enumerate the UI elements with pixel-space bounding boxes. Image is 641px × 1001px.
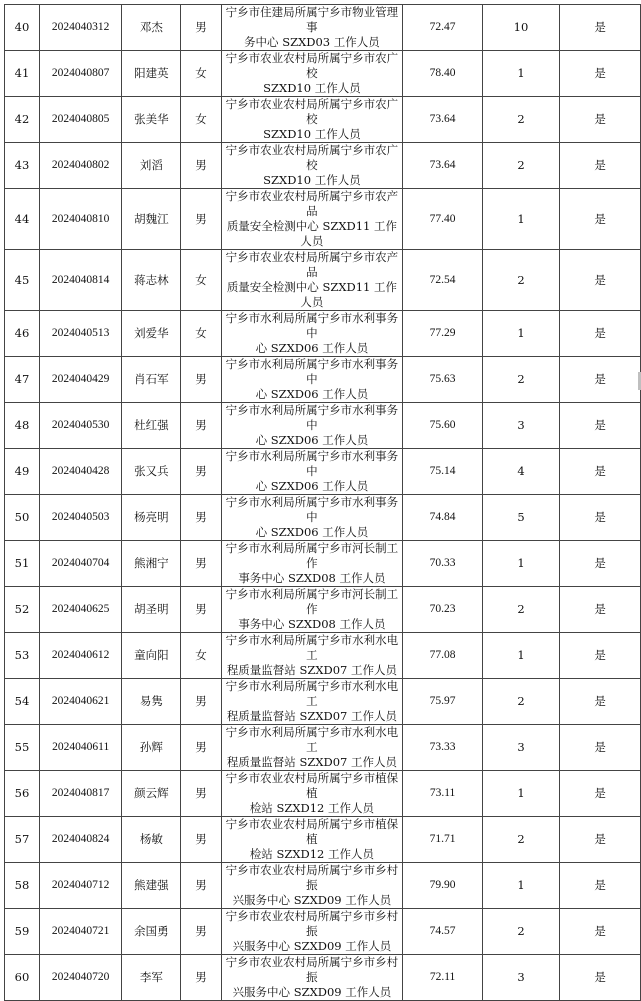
table-row [5, 587, 641, 633]
cell-name: 童向阳 [122, 633, 181, 679]
position-line: 宁乡市水利局所属宁乡市水利水电工 [225, 679, 399, 708]
cell-gender: 女 [181, 97, 221, 143]
cell-exam-id: 2024040814 [39, 250, 121, 311]
cell-name: 孙辉 [122, 725, 181, 771]
table-row [5, 633, 641, 679]
position-line: 质量安全检测中心 SZXD11 工作人员 [226, 280, 398, 309]
cell-number: 45 [5, 250, 40, 311]
cell-exam-id: 2024040802 [39, 143, 121, 189]
cell-number: 47 [5, 357, 40, 403]
position-line: 程质量监督站 SZXD07 工作人员 [226, 755, 398, 769]
cell-number: 48 [5, 403, 40, 449]
table-row [5, 771, 641, 817]
position-line: 质量安全检测中心 SZXD11 工作人员 [226, 219, 398, 248]
cell-qualified: 是 [560, 817, 641, 863]
cell-number: 41 [5, 51, 40, 97]
cell-rank: 2 [482, 357, 559, 403]
position-line: 事务中心 SZXD08 工作人员 [238, 617, 386, 631]
cell-gender: 男 [181, 403, 221, 449]
cell-gender: 男 [181, 771, 221, 817]
cell-number: 51 [5, 541, 40, 587]
cell-position [221, 5, 403, 51]
cell-score: 71.71 [403, 817, 482, 863]
cell-gender: 男 [181, 817, 221, 863]
cell-position [221, 189, 403, 250]
table-row [5, 863, 641, 909]
cell-exam-id: 2024040810 [39, 189, 121, 250]
cell-score: 70.23 [403, 587, 482, 633]
cell-position [221, 817, 403, 863]
cell-rank: 3 [482, 955, 559, 1001]
cell-position [221, 51, 403, 97]
cell-position [221, 633, 403, 679]
cell-qualified: 是 [560, 143, 641, 189]
cell-rank: 4 [482, 449, 559, 495]
cell-rank: 10 [482, 5, 559, 51]
cell-qualified: 是 [560, 449, 641, 495]
cell-qualified: 是 [560, 5, 641, 51]
cell-qualified: 是 [560, 189, 641, 250]
cell-qualified: 是 [560, 863, 641, 909]
cell-rank: 1 [482, 541, 559, 587]
cell-gender: 男 [181, 725, 221, 771]
cell-name: 易隽 [122, 679, 181, 725]
cell-qualified: 是 [560, 725, 641, 771]
cell-number: 57 [5, 817, 40, 863]
table-row [5, 817, 641, 863]
cell-position [221, 143, 403, 189]
cell-number: 58 [5, 863, 40, 909]
cell-rank: 2 [482, 143, 559, 189]
cell-exam-id: 2024040817 [39, 771, 121, 817]
table-row [5, 955, 641, 1001]
cell-exam-id: 2024040428 [39, 449, 121, 495]
cell-name: 邓杰 [122, 5, 181, 51]
cell-gender: 男 [181, 357, 221, 403]
table-row [5, 679, 641, 725]
cell-number: 49 [5, 449, 40, 495]
cell-name: 刘滔 [122, 143, 181, 189]
cell-qualified: 是 [560, 771, 641, 817]
position-line: 宁乡市水利局所属宁乡市水利水电工 [225, 633, 399, 662]
cell-exam-id: 2024040312 [39, 5, 121, 51]
cell-score: 75.60 [403, 403, 482, 449]
cell-qualified: 是 [560, 541, 641, 587]
position-line: 宁乡市水利局所属宁乡市水利水电工 [225, 725, 399, 754]
cell-gender: 女 [181, 250, 221, 311]
cell-number: 52 [5, 587, 40, 633]
cell-rank: 2 [482, 587, 559, 633]
position-line: 兴服务中心 SZXD09 工作人员 [232, 985, 392, 999]
position-line: 宁乡市农业农村局所属宁乡市农产品 [225, 250, 399, 279]
cell-name: 刘爱华 [122, 311, 181, 357]
position-line: 程质量监督站 SZXD07 工作人员 [226, 709, 398, 723]
cell-number: 40 [5, 5, 40, 51]
position-line: 心 SZXD06 工作人员 [255, 433, 369, 447]
cell-score: 70.33 [403, 541, 482, 587]
cell-position [221, 403, 403, 449]
cell-name: 杜红强 [122, 403, 181, 449]
cell-name: 杨敏 [122, 817, 181, 863]
cell-name: 余国勇 [122, 909, 181, 955]
position-line: 心 SZXD06 工作人员 [255, 341, 369, 355]
position-line: 心 SZXD06 工作人员 [255, 479, 369, 493]
position-line: SZXD10 工作人员 [263, 81, 361, 95]
position-line: 心 SZXD06 工作人员 [255, 387, 369, 401]
cell-exam-id: 2024040429 [39, 357, 121, 403]
cell-exam-id: 2024040824 [39, 817, 121, 863]
cell-position [221, 357, 403, 403]
cell-score: 75.97 [403, 679, 482, 725]
cell-name: 熊建强 [122, 863, 181, 909]
cell-number: 60 [5, 955, 40, 1001]
cell-gender: 男 [181, 143, 221, 189]
cell-score: 72.47 [403, 5, 482, 51]
cell-position [221, 863, 403, 909]
cell-rank: 1 [482, 311, 559, 357]
cell-rank: 5 [482, 495, 559, 541]
position-line: 程质量监督站 SZXD07 工作人员 [226, 663, 398, 677]
cell-gender: 女 [181, 51, 221, 97]
cell-position [221, 679, 403, 725]
cell-gender: 女 [181, 311, 221, 357]
table-row [5, 495, 641, 541]
position-line: 宁乡市农业农村局所属宁乡市乡村振 [225, 955, 399, 984]
cell-exam-id: 2024040720 [39, 955, 121, 1001]
cell-gender: 男 [181, 5, 221, 51]
cell-qualified: 是 [560, 587, 641, 633]
position-line: 宁乡市水利局所属宁乡市水利事务中 [225, 311, 399, 340]
cell-gender: 男 [181, 679, 221, 725]
position-line: 检站 SZXD12 工作人员 [249, 801, 375, 815]
cell-qualified: 是 [560, 250, 641, 311]
cell-position [221, 541, 403, 587]
cell-position [221, 725, 403, 771]
cell-qualified: 是 [560, 403, 641, 449]
cell-qualified: 是 [560, 909, 641, 955]
cell-name: 张又兵 [122, 449, 181, 495]
cell-qualified: 是 [560, 311, 641, 357]
table-row [5, 403, 641, 449]
cell-number: 44 [5, 189, 40, 250]
cell-score: 74.57 [403, 909, 482, 955]
cell-exam-id: 2024040612 [39, 633, 121, 679]
position-line: 宁乡市水利局所属宁乡市河长制工作 [225, 587, 399, 616]
cell-qualified: 是 [560, 97, 641, 143]
cell-position [221, 311, 403, 357]
position-line: 宁乡市住建局所属宁乡市物业管理事 [225, 5, 399, 34]
cell-score: 74.84 [403, 495, 482, 541]
cell-gender: 男 [181, 587, 221, 633]
cell-score: 72.11 [403, 955, 482, 1001]
cell-score: 72.54 [403, 250, 482, 311]
position-line: 宁乡市农业农村局所属宁乡市乡村振 [225, 863, 399, 892]
cell-exam-id: 2024040721 [39, 909, 121, 955]
table-row [5, 909, 641, 955]
cell-rank: 3 [482, 403, 559, 449]
cell-qualified: 是 [560, 955, 641, 1001]
cell-gender: 男 [181, 189, 221, 250]
cell-score: 77.29 [403, 311, 482, 357]
cell-name: 熊湘宁 [122, 541, 181, 587]
position-line: 宁乡市农业农村局所属宁乡市农广校 [225, 143, 399, 172]
cell-score: 73.33 [403, 725, 482, 771]
cell-qualified: 是 [560, 679, 641, 725]
cell-exam-id: 2024040611 [39, 725, 121, 771]
table-row [5, 250, 641, 311]
position-line: 宁乡市农业农村局所属宁乡市乡村振 [225, 909, 399, 938]
cell-score: 73.64 [403, 97, 482, 143]
cell-score: 77.08 [403, 633, 482, 679]
cell-number: 56 [5, 771, 40, 817]
cell-name: 杨亮明 [122, 495, 181, 541]
cell-gender: 男 [181, 955, 221, 1001]
cell-rank: 2 [482, 817, 559, 863]
cell-position [221, 250, 403, 311]
position-line: SZXD10 工作人员 [263, 173, 361, 187]
position-line: 宁乡市农业农村局所属宁乡市植保植 [225, 771, 399, 800]
cell-exam-id: 2024040805 [39, 97, 121, 143]
position-line: 宁乡市水利局所属宁乡市水利事务中 [225, 357, 399, 386]
cell-name: 张美华 [122, 97, 181, 143]
table-row [5, 725, 641, 771]
position-line: 宁乡市农业农村局所属宁乡市农广校 [225, 97, 399, 126]
cell-position [221, 97, 403, 143]
cell-name: 胡魏江 [122, 189, 181, 250]
cell-gender: 男 [181, 863, 221, 909]
cell-score: 73.64 [403, 143, 482, 189]
cell-rank: 2 [482, 679, 559, 725]
table-row [5, 541, 641, 587]
cell-exam-id: 2024040503 [39, 495, 121, 541]
cell-rank: 1 [482, 771, 559, 817]
table-row [5, 449, 641, 495]
cell-number: 53 [5, 633, 40, 679]
position-line: 兴服务中心 SZXD09 工作人员 [232, 939, 392, 953]
table-row [5, 189, 641, 250]
position-line: 宁乡市农业农村局所属宁乡市农广校 [225, 51, 399, 80]
table-row [5, 143, 641, 189]
position-line: SZXD10 工作人员 [263, 127, 361, 141]
cell-exam-id: 2024040712 [39, 863, 121, 909]
cell-name: 胡圣明 [122, 587, 181, 633]
cell-gender: 男 [181, 541, 221, 587]
cell-qualified: 是 [560, 357, 641, 403]
cell-number: 42 [5, 97, 40, 143]
cell-gender: 女 [181, 633, 221, 679]
cell-name: 肖石军 [122, 357, 181, 403]
table-row [5, 51, 641, 97]
table-row [5, 5, 641, 51]
position-line: 宁乡市水利局所属宁乡市水利事务中 [225, 449, 399, 478]
cell-position [221, 771, 403, 817]
cell-name: 颜云辉 [122, 771, 181, 817]
cell-name: 阳建英 [122, 51, 181, 97]
cell-rank: 2 [482, 909, 559, 955]
position-line: 兴服务中心 SZXD09 工作人员 [232, 893, 392, 907]
cell-rank: 1 [482, 189, 559, 250]
table-row [5, 357, 641, 403]
cell-number: 43 [5, 143, 40, 189]
cell-score: 73.11 [403, 771, 482, 817]
cell-number: 55 [5, 725, 40, 771]
cell-position [221, 495, 403, 541]
cell-number: 50 [5, 495, 40, 541]
cell-name: 蒋志林 [122, 250, 181, 311]
cell-score: 77.40 [403, 189, 482, 250]
cell-gender: 男 [181, 909, 221, 955]
cell-rank: 2 [482, 250, 559, 311]
cell-number: 59 [5, 909, 40, 955]
position-line: 宁乡市农业农村局所属宁乡市植保植 [225, 817, 399, 846]
position-line: 宁乡市水利局所属宁乡市水利事务中 [225, 495, 399, 524]
cell-position [221, 449, 403, 495]
cell-rank: 3 [482, 725, 559, 771]
position-line: 宁乡市水利局所属宁乡市水利事务中 [225, 403, 399, 432]
cell-rank: 1 [482, 863, 559, 909]
cell-score: 75.14 [403, 449, 482, 495]
cell-gender: 男 [181, 495, 221, 541]
cell-exam-id: 2024040704 [39, 541, 121, 587]
table-row [5, 97, 641, 143]
cell-number: 46 [5, 311, 40, 357]
table-body [5, 5, 641, 1001]
cell-score: 75.63 [403, 357, 482, 403]
cell-score: 78.40 [403, 51, 482, 97]
cell-qualified: 是 [560, 51, 641, 97]
cell-exam-id: 2024040513 [39, 311, 121, 357]
cell-position [221, 955, 403, 1001]
position-line: 宁乡市农业农村局所属宁乡市农产品 [225, 189, 399, 218]
position-line: 宁乡市水利局所属宁乡市河长制工作 [225, 541, 399, 570]
cell-rank: 1 [482, 51, 559, 97]
cell-exam-id: 2024040530 [39, 403, 121, 449]
cell-rank: 2 [482, 97, 559, 143]
results-table [4, 4, 641, 1001]
cell-name: 李军 [122, 955, 181, 1001]
position-line: 心 SZXD06 工作人员 [255, 525, 369, 539]
position-line: 检站 SZXD12 工作人员 [249, 847, 375, 861]
cell-score: 79.90 [403, 863, 482, 909]
position-line: 事务中心 SZXD08 工作人员 [238, 571, 386, 585]
cell-gender: 男 [181, 449, 221, 495]
cell-qualified: 是 [560, 495, 641, 541]
cell-number: 54 [5, 679, 40, 725]
cell-qualified: 是 [560, 633, 641, 679]
position-line: 务中心 SZXD03 工作人员 [244, 35, 380, 49]
cell-position [221, 909, 403, 955]
cell-exam-id: 2024040621 [39, 679, 121, 725]
cell-exam-id: 2024040625 [39, 587, 121, 633]
cell-rank: 1 [482, 633, 559, 679]
cell-position [221, 587, 403, 633]
cell-exam-id: 2024040807 [39, 51, 121, 97]
table-row [5, 311, 641, 357]
